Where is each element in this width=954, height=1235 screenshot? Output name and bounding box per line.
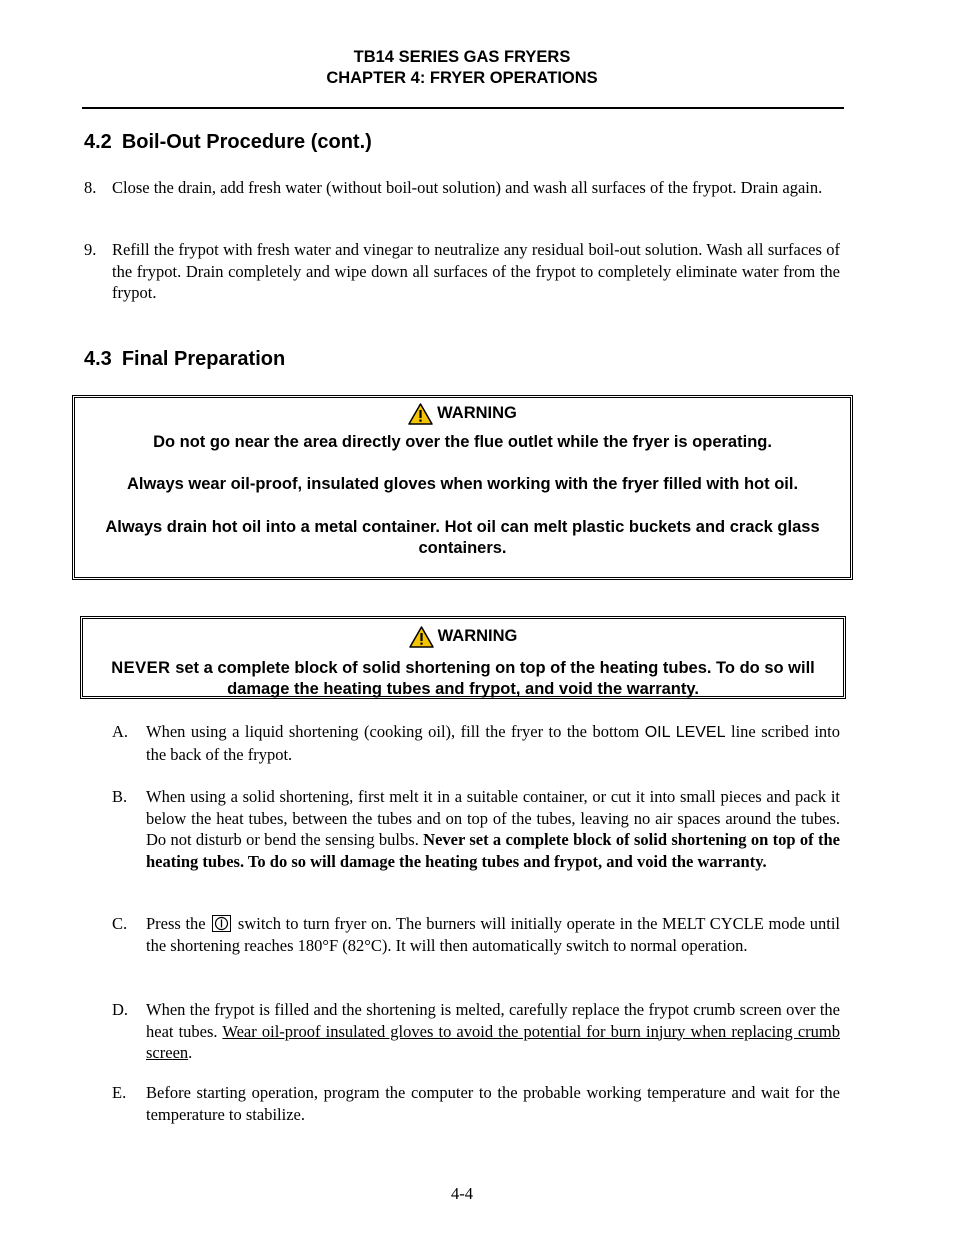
item-label: E. bbox=[112, 1083, 127, 1102]
item-b bbox=[112, 786, 840, 872]
section-title: Final Preparation bbox=[121, 348, 286, 370]
item-e bbox=[112, 1082, 840, 1125]
warning-title-text: WARNING bbox=[437, 404, 517, 423]
step-8 bbox=[84, 177, 840, 199]
item-label: D. bbox=[112, 1000, 129, 1019]
oil-level-label: OIL LEVEL bbox=[644, 724, 726, 741]
warning-box-shortening bbox=[80, 616, 846, 699]
section-4-2-heading bbox=[84, 131, 372, 154]
section-number: 4.2 bbox=[84, 131, 112, 153]
item-d bbox=[112, 999, 840, 1064]
item-text: Press the switch to turn fryer on. The burners will initially operate in the MELT CYCLE mode until the shortening reaches 180°F (82°C). It will then automatically switch to normal operation. bbox=[146, 914, 841, 955]
warning-gloves-text: Always wear oil-proof, insulated gloves when working with the fryer filled with hot oil. bbox=[126, 475, 799, 493]
warning-triangle-icon bbox=[408, 403, 433, 425]
header-rule bbox=[82, 107, 844, 109]
section-title: Boil-Out Procedure (cont.) bbox=[121, 131, 372, 153]
item-label: B. bbox=[112, 787, 128, 806]
warning-title bbox=[409, 626, 518, 648]
step-text: Refill the frypot with fresh water and vinegar to neutralize any residual boil-out solution. Wash all surfaces of the frypot. Drain completely and wipe down all surfaces of the frypot to completely eliminate water from the frypot. bbox=[112, 240, 840, 302]
power-switch-icon bbox=[212, 915, 231, 932]
never-emphasis: NEVER bbox=[111, 658, 171, 677]
gloves-caution: Wear oil-proof insulated gloves to avoid the potential for burn injury when replacing crumb screen bbox=[146, 1021, 840, 1062]
warning-container-text: Always drain hot oil into a metal container. Hot oil can melt plastic buckets and crack glass containers. bbox=[105, 517, 820, 557]
warning-shortening-text: NEVER set a complete block of solid shortening on top of the heating tubes. To do so will damage the heating tubes and frypot, and void the warranty. bbox=[111, 658, 815, 698]
warning-box-hot-oil bbox=[72, 395, 853, 580]
warning-title-text: WARNING bbox=[437, 627, 518, 646]
warning-title bbox=[408, 403, 517, 425]
step-9 bbox=[84, 239, 840, 304]
page-header bbox=[0, 47, 924, 89]
item-a bbox=[112, 721, 840, 765]
step-label: 8. bbox=[84, 178, 97, 197]
section-number: 4.3 bbox=[84, 348, 112, 370]
step-text: Close the drain, add fresh water (without boil-out solution) and wash all surfaces of the frypot. Drain again. bbox=[112, 178, 823, 197]
item-label: A. bbox=[112, 722, 129, 741]
item-text: When the frypot is filled and the shortening is melted, carefully replace the frypot crumb screen over the heat tubes. Wear oil-proof insulated gloves to avoid the potential for burn injury when replacing crumb screen. bbox=[146, 1000, 840, 1062]
page-number: 4-4 bbox=[451, 1184, 473, 1203]
warning-flue-text: Do not go near the area directly over the flue outlet while the fryer is operating. bbox=[153, 432, 772, 451]
item-text: When using a liquid shortening (cooking oil), fill the fryer to the bottom OIL LEVEL line scribed into the back of the frypot. bbox=[146, 722, 840, 764]
item-text: When using a solid shortening, first melt it in a suitable container, or cut it into small pieces and pack it below the heat tubes, between the tubes and on top of the tubes, leaving no air spaces around the tubes. Do not disturb or bend the sensing bulbs. Never set a complete block of solid shortening on top of the heating tubes. To do so will damage the heating tubes and frypot, and void the warranty. bbox=[146, 787, 840, 871]
item-text: Before starting operation, program the computer to the probable working temperature and wait for the temperature to stabilize. bbox=[146, 1083, 840, 1124]
header-series: TB14 SERIES GAS FRYERS bbox=[353, 48, 571, 66]
warning-triangle-icon bbox=[409, 626, 434, 648]
item-b-warning: Never set a complete block of solid shortening on top of the heating tubes. To do so will damage the heating tubes and frypot, and void the warranty. bbox=[146, 830, 840, 871]
section-4-3-heading bbox=[84, 348, 285, 371]
header-chapter: CHAPTER 4: FRYER OPERATIONS bbox=[326, 69, 598, 87]
item-label: C. bbox=[112, 914, 128, 933]
item-c bbox=[112, 913, 840, 956]
step-label: 9. bbox=[84, 240, 97, 259]
